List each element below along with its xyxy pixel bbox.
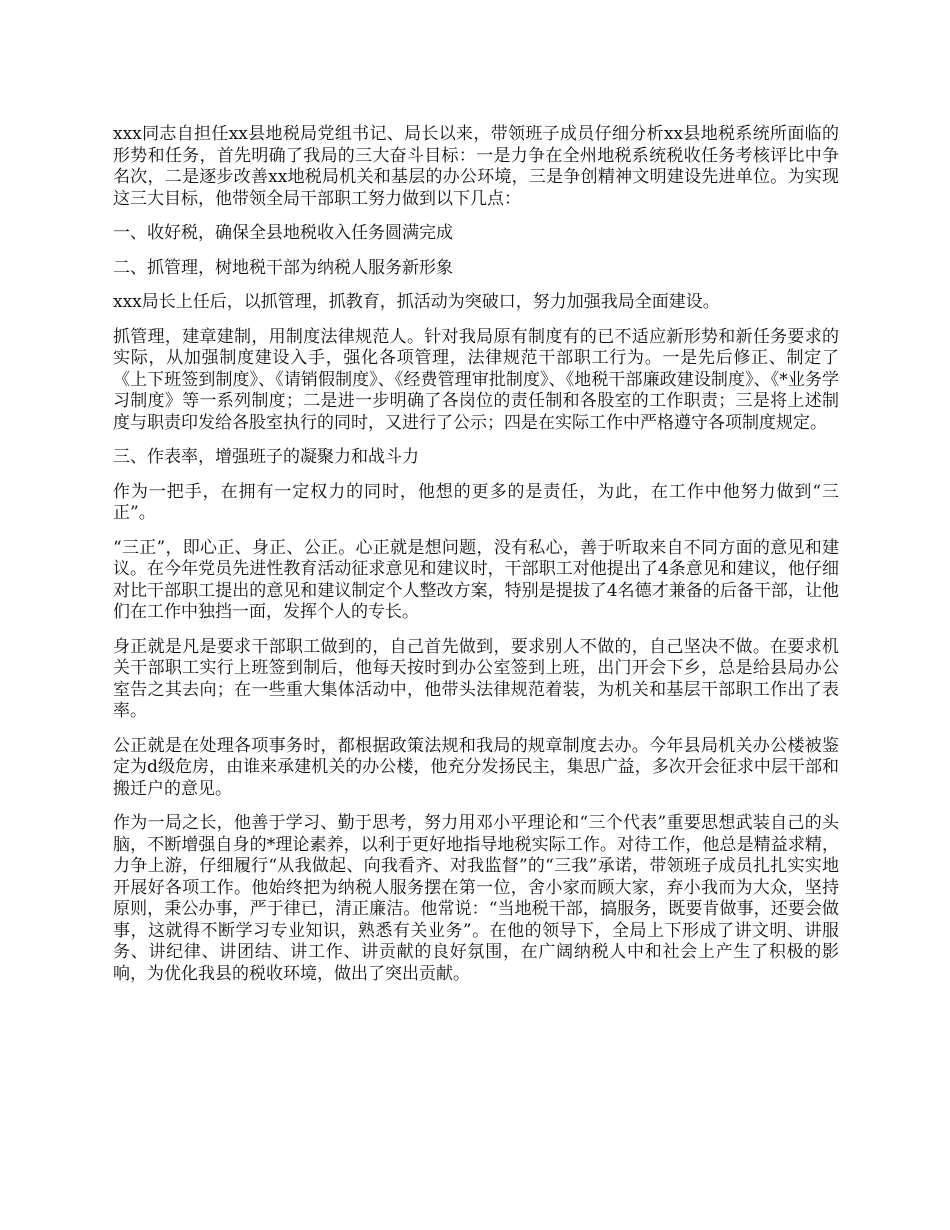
body-paragraph: 身正就是凡是要求干部职工做到的，自己首先做到，要求别人不做的，自己坚决不做。在要求机关干部职工实行上班签到制后，他每天按时到办公室签到上班，出门开会下乡，总是给县局办公室告之其去向；在一些重大集体活动中，他带头法律规范着装，为机关和基层干部职工作出了表率。 — [113, 636, 839, 721]
body-paragraph: xxx局长上任后，以抓管理，抓教育，抓活动为突破口，努力加强我局全面建设。 — [113, 292, 720, 312]
body-paragraph: “三正”，即心正、身正、公正。心正就是想问题，没有私心，善于听取来自不同方面的意见和建议。在今年党员先进性教育活动征求意见和建议时，干部职工对他提出了4条意见和建议，他仔细对比干部职工提出的意见和建议制定个人整改方案，特别是提拔了4名德才兼备的后备干部，让他们在工作中独挡一面，发挥个人的专长。 — [113, 537, 839, 622]
body-paragraph: 抓管理，建章建制，用制度法律规范人。针对我局原有制度有的已不适应新形势和新任务要求的实际，从加强制度建设入手，强化各项管理，法律规范干部职工行为。一是先后修正、制定了《上下班签到制度》、《请销假制度》、《经费管理审批制度》、《地税干部廉政建设制度》、《*业务学习制度》等一系列制度；二是进一步明确了各岗位的责任制和各股室的工作职责；三是将上述制度与职责印发给各股室执行的同时，又进行了公示；四是在实际工作中严格遵守各项制度规定。 — [113, 326, 839, 433]
body-paragraph: 作为一局之长，他善于学习、勤于思考，努力用邓小平理论和“三个代表”重要思想武装自己的头脑，不断增强自身的*理论素养，以利于更好地指导地税实际工作。对待工作，他总是精益求精，力争上游，仔细履行“从我做起、向我看齐、对我监督”的“三我”承诺，带领班子成员扎扎实实地开展好各项工作。他始终把为纳税人服务摆在第一位，舍小家而顾大家，弃小我而为大众，坚持原则，秉公办事，严于律已，清正廉洁。他常说：“当地税干部，搞服务，既要肯做事，还要会做事，这就得不断学习专业知识，熟悉有关业务”。在他的领导下，全局上下形成了讲文明、讲服务、讲纪律、讲团结、讲工作、讲贡献的良好氛围，在广阔纳税人中和社会上产生了积极的影响，为优化我县的税收环境，做出了突出贡献。 — [113, 813, 839, 984]
body-paragraph: 作为一把手，在拥有一定权力的同时，他想的更多的是责任，为此，在工作中他努力做到“三正”。 — [113, 481, 839, 523]
section-heading-3: 三、作表率，增强班子的凝聚力和战斗力 — [113, 447, 419, 467]
body-paragraph: 公正就是在处理各项事务时，都根据政策法规和我局的规章制度去办。今年县局机关办公楼被鉴定为d级危房，由谁来承建机关的办公楼，他充分发扬民主，集思广益，多次开会征求中层干部和搬迁户的意见。 — [113, 735, 839, 799]
document-body — [113, 124, 839, 998]
section-heading-1: 一、收好税，确保全县地税收入任务圆满完成 — [113, 223, 453, 243]
intro-paragraph: xxx同志自担任xx县地税局党组书记、局长以来，带领班子成员仔细分析xx县地税系统所面临的形势和任务，首先明确了我局的三大奋斗目标：一是力争在全州地税系统税收任务考核评比中争名次，二是逐步改善xx地税局机关和基层的办公环境，三是争创精神文明建设先进单位。为实现这三大目标，他带领全局干部职工努力做到以下几点： — [113, 124, 839, 209]
section-heading-2: 二、抓管理，树地税干部为纳税人服务新形象 — [113, 257, 453, 278]
